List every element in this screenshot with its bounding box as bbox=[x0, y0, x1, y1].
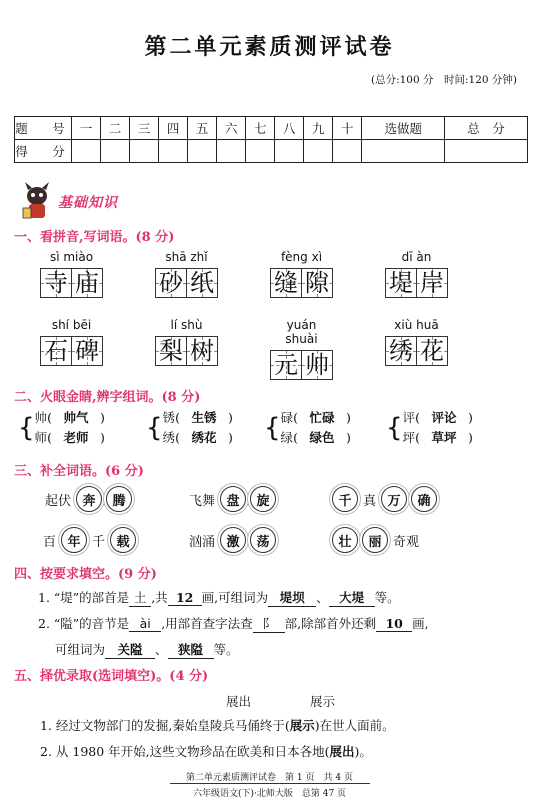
tianzige-cell bbox=[416, 268, 448, 298]
footer-divider bbox=[170, 783, 370, 784]
group-answer: 评论 bbox=[431, 410, 457, 425]
score-header-cell: 六 bbox=[217, 117, 246, 140]
score-input-cell[interactable] bbox=[275, 140, 304, 163]
tianzige-cell bbox=[416, 336, 448, 366]
group-char: 师 bbox=[34, 430, 48, 445]
written-char: 花 bbox=[420, 337, 444, 365]
s5-answer-1: 展示 bbox=[289, 718, 315, 733]
score-input-cell[interactable] bbox=[217, 140, 246, 163]
idiom bbox=[186, 527, 278, 553]
mascot-icon bbox=[20, 182, 54, 222]
pinyin-label: yuán shuài bbox=[285, 318, 318, 346]
char-group bbox=[18, 408, 105, 448]
score-header-cell: 二 bbox=[101, 117, 130, 140]
tianzige-cell bbox=[71, 268, 103, 298]
tianzige-box[interactable] bbox=[270, 350, 346, 380]
tianzige-cell bbox=[155, 336, 187, 366]
pinyin-word bbox=[385, 318, 461, 366]
written-char: 碑 bbox=[75, 337, 99, 365]
pinyin-word bbox=[270, 318, 346, 380]
tianzige-box[interactable] bbox=[155, 336, 231, 366]
char-group bbox=[386, 408, 473, 448]
tianzige-box[interactable] bbox=[40, 268, 116, 298]
score-header-cell: 九 bbox=[304, 117, 333, 140]
tianzige-box[interactable] bbox=[385, 268, 461, 298]
flower-answer-box: 腾 bbox=[106, 486, 132, 512]
written-char: 隙 bbox=[305, 269, 329, 297]
pinyin-word bbox=[40, 250, 116, 298]
section-1-heading: 一、看拼音,写词语。(8 分) bbox=[14, 230, 175, 245]
group-answer: 帅气 bbox=[63, 410, 89, 425]
tianzige-box[interactable] bbox=[40, 336, 116, 366]
pinyin-label: lí shù bbox=[170, 318, 203, 332]
score-input-cell[interactable] bbox=[130, 140, 159, 163]
idiom-given-text: 起伏 bbox=[45, 493, 72, 509]
idiom-given-text: 真 bbox=[363, 493, 377, 509]
written-char: 元 bbox=[274, 351, 298, 379]
tianzige-box[interactable] bbox=[155, 268, 231, 298]
page-title: 第二单元素质测评试卷 bbox=[144, 34, 395, 60]
idiom-given-text: 百 bbox=[43, 534, 57, 550]
char-group bbox=[146, 408, 233, 448]
footer-line-1: 第二单元素质测评试卷 第 1 页 共 4 页 bbox=[186, 773, 353, 783]
char-group-line: 师( 老师 ) bbox=[35, 428, 105, 448]
group-answer: 生锈 bbox=[191, 410, 217, 425]
tianzige-cell bbox=[270, 268, 302, 298]
pinyin-label: dī àn bbox=[401, 250, 432, 264]
pinyin-label: xiù huā bbox=[394, 318, 439, 332]
written-char: 纸 bbox=[190, 269, 214, 297]
pinyin-word bbox=[270, 250, 346, 298]
idiom bbox=[186, 486, 278, 512]
flower-answer-box: 旋 bbox=[250, 486, 276, 512]
score-input-cell[interactable] bbox=[333, 140, 362, 163]
score-header-cell: 五 bbox=[188, 117, 217, 140]
score-header-cell: 一 bbox=[72, 117, 101, 140]
s5-question-2: 2. 从 1980 年开始,这些文物珍品在欧美和日本各地(展出)。 bbox=[40, 744, 372, 759]
score-input-cell[interactable] bbox=[304, 140, 333, 163]
char-group-line: 坪( 草坪 ) bbox=[403, 428, 473, 448]
section-2-heading: 二、火眼金睛,辨字组词。(8 分) bbox=[14, 390, 201, 405]
score-header-cell: 四 bbox=[159, 117, 188, 140]
group-char: 绿 bbox=[280, 430, 294, 445]
brace-icon: { bbox=[18, 413, 35, 443]
flower-answer-box: 奔 bbox=[76, 486, 102, 512]
idiom bbox=[330, 527, 422, 553]
tianzige-cell bbox=[270, 350, 302, 380]
group-char: 碌 bbox=[280, 410, 294, 425]
group-answer: 草坪 bbox=[431, 430, 457, 445]
group-answer: 老师 bbox=[63, 430, 89, 445]
footer-line-2: 六年级语文(下)·北师大版 总第 47 页 bbox=[192, 789, 347, 799]
score-header-cell: 七 bbox=[246, 117, 275, 140]
idiom bbox=[40, 527, 138, 553]
group-char: 绣 bbox=[162, 430, 176, 445]
pinyin-label: shí bēi bbox=[51, 318, 92, 332]
answer-radical-2: 阝 bbox=[253, 614, 285, 633]
s5-answer-2: 展出 bbox=[329, 744, 355, 759]
idiom-given-text: 飞舞 bbox=[189, 493, 216, 509]
choice-1: 展出 bbox=[226, 694, 252, 709]
group-answer: 绣花 bbox=[191, 430, 217, 445]
answer-strokes: 12 bbox=[168, 590, 202, 606]
section-5-heading: 五、择优录取(选词填空)。(4 分) bbox=[14, 669, 209, 684]
choice-2: 展示 bbox=[310, 694, 336, 709]
written-char: 缝 bbox=[274, 269, 298, 297]
flower-answer-box: 丽 bbox=[362, 527, 388, 553]
pinyin-word bbox=[40, 318, 116, 366]
score-input-cell[interactable] bbox=[101, 140, 130, 163]
answer-radical: 土 bbox=[129, 588, 151, 607]
flower-answer-box: 万 bbox=[381, 486, 407, 512]
flower-answer-box: 载 bbox=[110, 527, 136, 553]
char-group-line: 锈( 生锈 ) bbox=[163, 408, 233, 428]
written-char: 梨 bbox=[159, 337, 183, 365]
tianzige-box[interactable] bbox=[385, 336, 461, 366]
answer-word-2: 大堤 bbox=[329, 588, 375, 607]
score-header-cell: 总 分 bbox=[445, 117, 528, 140]
score-table bbox=[14, 116, 528, 163]
tianzige-cell bbox=[385, 268, 417, 298]
score-header-row bbox=[15, 117, 528, 140]
group-char: 锈 bbox=[162, 410, 176, 425]
score-header-cell: 八 bbox=[275, 117, 304, 140]
s5-question-1: 1. 经过文物部门的发掘,秦始皇陵兵马俑终于(展示)在世人面前。 bbox=[40, 718, 395, 733]
char-group-line: 绿( 绿色 ) bbox=[281, 428, 351, 448]
char-group-line: 帅( 帅气 ) bbox=[35, 408, 105, 428]
written-char: 树 bbox=[190, 337, 214, 365]
score-value-row bbox=[15, 140, 528, 163]
char-group-line: 碌( 忙碌 ) bbox=[281, 408, 351, 428]
score-row-label: 得 分 bbox=[15, 140, 72, 163]
pinyin-label: shā zhǐ bbox=[165, 250, 208, 264]
flower-answer-box: 荡 bbox=[250, 527, 276, 553]
answer-word-4: 狭隘 bbox=[168, 640, 214, 659]
idiom bbox=[42, 486, 134, 512]
answer-pinyin: ài bbox=[129, 616, 161, 632]
score-input-cell[interactable] bbox=[188, 140, 217, 163]
flower-answer-box: 壮 bbox=[332, 527, 358, 553]
flower-answer-box: 盘 bbox=[220, 486, 246, 512]
section-badge-label: 基础知识 bbox=[58, 195, 118, 211]
written-char: 寺 bbox=[44, 269, 68, 297]
written-char: 岸 bbox=[420, 269, 444, 297]
answer-word-1: 堤坝 bbox=[268, 588, 316, 607]
flower-answer-box: 千 bbox=[332, 486, 358, 512]
group-answer: 忙碌 bbox=[309, 410, 335, 425]
written-char: 石 bbox=[44, 337, 68, 365]
section-3-heading: 三、补全词语。(6 分) bbox=[14, 464, 144, 479]
pinyin-word bbox=[155, 318, 231, 366]
flower-answer-box: 激 bbox=[220, 527, 246, 553]
score-input-cell[interactable] bbox=[72, 140, 101, 163]
tianzige-cell bbox=[301, 268, 333, 298]
answer-word-3: 关隘 bbox=[105, 640, 155, 659]
tianzige-cell bbox=[40, 268, 72, 298]
group-char: 坪 bbox=[402, 430, 416, 445]
written-char: 砂 bbox=[159, 269, 183, 297]
group-char: 评 bbox=[402, 410, 416, 425]
s4-question-1: 1. “堤”的部首是 土 ,共 12 画,可组词为 堤坝 、 大堤 等。 bbox=[38, 590, 400, 605]
tianzige-cell bbox=[40, 336, 72, 366]
s4-question-2: 2. “隘”的音节是 ài ,用部首查字法查 阝 部,除部首外还剩 10 画, bbox=[38, 616, 429, 631]
s4-question-2-cont: 可组词为 关隘 、 狭隘 等。 bbox=[55, 642, 239, 657]
tianzige-cell bbox=[186, 336, 218, 366]
score-input-cell[interactable] bbox=[445, 140, 528, 163]
brace-icon: { bbox=[386, 413, 403, 443]
pinyin-label: sì miào bbox=[49, 250, 94, 264]
written-char: 堤 bbox=[389, 269, 413, 297]
tianzige-cell bbox=[385, 336, 417, 366]
flower-answer-box: 确 bbox=[411, 486, 437, 512]
score-header-label: 题 号 bbox=[15, 117, 72, 140]
brace-icon: { bbox=[146, 413, 163, 443]
exam-meta: (总分:100 分 时间:120 分钟) bbox=[370, 74, 517, 86]
score-header-cell: 选做题 bbox=[362, 117, 445, 140]
char-group-line: 评( 评论 ) bbox=[403, 408, 473, 428]
tianzige-cell bbox=[301, 350, 333, 380]
score-header-cell: 十 bbox=[333, 117, 362, 140]
char-group bbox=[264, 408, 351, 448]
char-group-line: 绣( 绣花 ) bbox=[163, 428, 233, 448]
flower-answer-box: 年 bbox=[61, 527, 87, 553]
written-char: 庙 bbox=[75, 269, 99, 297]
score-header-cell: 三 bbox=[130, 117, 159, 140]
answer-rest-strokes: 10 bbox=[376, 616, 412, 632]
pinyin-word bbox=[155, 250, 231, 298]
group-answer: 绿色 bbox=[309, 430, 335, 445]
idiom-given-text: 汹涌 bbox=[189, 534, 216, 550]
tianzige-cell bbox=[71, 336, 103, 366]
section-4-heading: 四、按要求填空。(9 分) bbox=[14, 567, 157, 582]
score-input-cell[interactable] bbox=[159, 140, 188, 163]
idiom-given-text: 奇观 bbox=[393, 534, 420, 550]
tianzige-cell bbox=[155, 268, 187, 298]
brace-icon: { bbox=[264, 413, 281, 443]
group-char: 帅 bbox=[34, 410, 48, 425]
pinyin-label: fèng xì bbox=[280, 250, 323, 264]
idiom-given-text: 千 bbox=[92, 534, 106, 550]
score-input-cell[interactable] bbox=[246, 140, 275, 163]
written-char: 绣 bbox=[389, 337, 413, 365]
pinyin-word bbox=[385, 250, 461, 298]
idiom bbox=[330, 486, 439, 512]
score-input-cell[interactable] bbox=[362, 140, 445, 163]
tianzige-box[interactable] bbox=[270, 268, 346, 298]
written-char: 帅 bbox=[305, 351, 329, 379]
tianzige-cell bbox=[186, 268, 218, 298]
